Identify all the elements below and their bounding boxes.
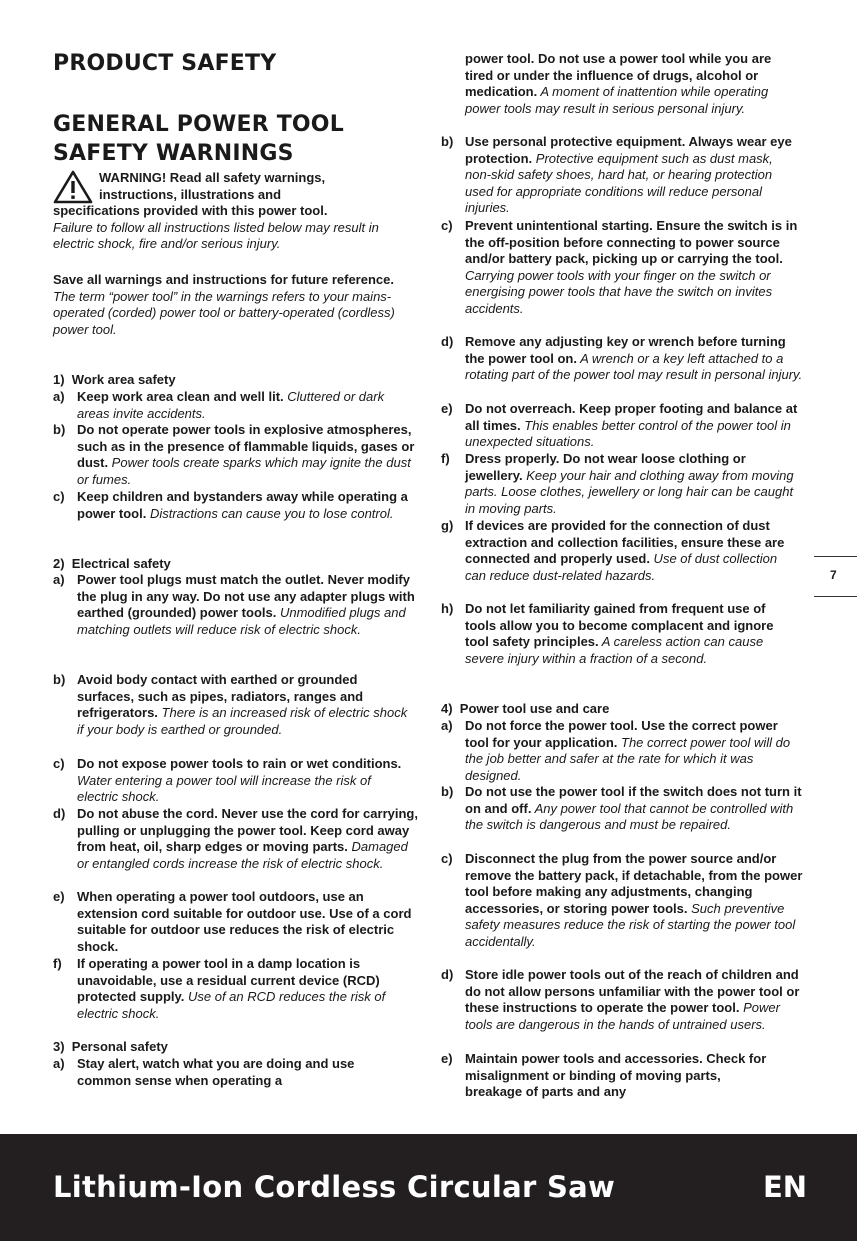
item-italic: The correct power tool will do the job better and safer at the rate for which it was designed. [465,734,791,783]
item-label: a) [53,1056,65,1071]
list-item [53,1056,393,1089]
page-marker-line-top [814,556,857,557]
footer-product-title: Lithium-Ion Cordless Circular Saw [53,1170,616,1204]
list-item [441,851,803,951]
warning-block [53,170,415,253]
item-bold: Do not overreach. Keep proper footing and balance at all times. [465,401,798,433]
item-italic: Use of dust collection can reduce dust-related hazards. [465,551,778,583]
item-italic: Carrying power tools with your finger on the switch or energising power tools that have the switch on invites accidents. [465,267,773,316]
item-label: a) [53,389,65,404]
title-line-1: GENERAL POWER TOOL [53,112,344,137]
item-label: e) [441,1051,453,1066]
section-title-product-safety: PRODUCT SAFETY [53,51,277,76]
item-bold: Do not force the power tool. Use the correct power tool for your application. [465,718,778,750]
list-item [441,134,801,217]
page-number: 7 [830,568,837,582]
item-bold: Maintain power tools and accessories. Check for misalignment or binding of moving parts, breakage of parts and any [465,1051,767,1100]
item-italic: Use of an RCD reduces the risk of electric shock. [77,989,386,1021]
item-italic: Power tools are dangerous in the hands of untrained users. [465,1000,780,1032]
warning-line-1: WARNING! Read all safety warnings, [99,170,326,185]
list-item [53,572,415,638]
list-item [441,784,803,834]
item-italic: Protective equipment such as dust mask, non-skid safety shoes, hard hat, or hearing protection used for appropriate conditions will reduce personal injuries. [465,150,773,216]
item-bold: Disconnect the plug from the power source and/or remove the battery pack, if detachable, from the power tool before making any adjustments, changing accessories, or storing power tools. [465,851,803,916]
item-label: c) [441,218,453,233]
item-bold: Dress properly. Do not wear loose clothing or jewellery. [465,451,746,483]
warning-italic: Failure to follow all instructions listed below may result in electric shock, fire and/or serious injury. [53,219,379,252]
item-label: b) [53,672,66,687]
item-bold: When operating a power tool outdoors, use an extension cord suitable for outdoor use. Use of a cord suitable for outdoor use reduces the risk of electric shock. [77,889,412,954]
item-label: h) [441,601,454,616]
item-italic: Keep your hair and clothing away from moving parts. Loose clothes, jewellery or long hair can be caught in moving parts. [465,467,794,516]
item-bold: Remove any adjusting key or wrench before turning the power tool on. [465,334,786,366]
list-item [441,601,793,667]
save-bold: Save all warnings and instructions for future reference. [53,272,394,287]
item-italic: Power tools create sparks which may ignite the dust or fumes. [77,455,411,487]
list-item [441,718,801,784]
section-use-care-title: 4) Power tool use and care [441,701,610,716]
save-italic: The term “power tool” in the warnings refers to your mains-operated (corded) power tool or battery-operated (cordless) power tool. [53,288,395,337]
item-label: g) [441,518,454,533]
list-item [441,1051,781,1101]
item-italic: Unmodified plugs and matching outlets will reduce risk of electric shock. [77,605,406,637]
item-italic: Damaged or entangled cords increase the risk of electric shock. [77,839,408,871]
item-label: e) [53,889,65,904]
list-item [441,451,803,517]
item-bold: Do not let familiarity gained from frequent use of tools allow you to become complacent and ignore tool safety principles. [465,601,774,650]
item-bold: power tool. Do not use a power tool while you are tired or under the influence of drugs, alcohol or medication. [465,51,772,100]
item-label: b) [441,134,454,149]
item-label: d) [53,806,66,821]
list-item [53,889,415,955]
list-item [53,806,419,872]
footer-bar [0,1134,857,1241]
item-italic: Cluttered or dark areas invite accidents. [77,389,385,421]
item-bold: Do not use the power tool if the switch does not turn it on and off. [465,784,802,816]
section-title-general-warnings [53,110,413,168]
item-label: c) [53,489,65,504]
section-work-area-title: 1) Work area safety [53,372,176,387]
item-label: b) [441,784,454,799]
item-italic: A moment of inattention while operating power tools may result in serious personal injury. [465,84,769,116]
item-italic: Distractions can cause you to lose control. [146,505,394,521]
item-label: c) [441,851,453,866]
save-instructions [53,272,415,338]
item-label: a) [53,572,65,587]
item-italic: Water entering a power tool will increase the risk of electric shock. [77,772,371,805]
item-italic: A careless action can cause severe injury within a fraction of a second. [465,634,764,666]
item-bold: If operating a power tool in a damp location is unavoidable, use a residual current device (RCD) protected supply. [77,956,380,1005]
item-bold: Do not abuse the cord. Never use the cord for carrying, pulling or unplugging the power tool. Keep cord away from heat, oil, sharp edges or moving parts. [77,806,418,855]
item-bold: Keep children and bystanders away while operating a power tool. [77,489,408,521]
item-label: e) [441,401,453,416]
item-bold: If devices are provided for the connection of dust extraction and collection facilities, ensure these are connected and properly used. [465,518,785,567]
item-bold: Avoid body contact with earthed or grounded surfaces, such as pipes, radiators, ranges and refrigerators. [77,672,364,721]
item-italic: There is an increased risk of electric shock if your body is earthed or grounded. [77,705,408,737]
section-electrical-title: 2) Electrical safety [53,556,171,571]
warning-triangle-icon [53,170,93,204]
item-label: f) [53,956,62,971]
list-item [53,489,415,522]
item-italic: A wrench or a key left attached to a rotating part of the power tool may result in personal injury. [465,350,803,383]
item-italic: Such preventive safety measures reduce the risk of starting the power tool accidentally. [465,900,796,949]
item-bold: Do not operate power tools in explosive atmospheres, such as in the presence of flammable liquids, gases or dust. [77,422,415,471]
item-bold: Stay alert, watch what you are doing and use common sense when operating a [77,1056,355,1088]
footer-language-code: EN [763,1170,808,1204]
item-label: d) [441,334,454,349]
list-item [441,967,805,1033]
list-item [53,422,415,488]
item-bold: Keep work area clean and well lit. [77,389,284,404]
list-item [441,401,803,451]
item-bold: Do not expose power tools to rain or wet conditions. [77,756,402,771]
item-bold: Use personal protective equipment. Always wear eye protection. [465,134,792,166]
item-bold: Prevent unintentional starting. Ensure the switch is in the off-position before connecting to power source and/or battery pack, picking up or carrying the tool. [465,218,798,267]
list-item [441,334,803,384]
page-marker-line-bottom [814,596,857,597]
item-label: f) [441,451,450,466]
item-italic: Any power tool that cannot be controlled with the switch is dangerous and must be repaired. [465,800,794,833]
title-line-2: SAFETY WARNINGS [53,141,294,166]
item-label: b) [53,422,66,437]
item-label: a) [441,718,453,733]
section-personal-title: 3) Personal safety [53,1039,168,1054]
item-label: d) [441,967,454,982]
list-item-continued [441,51,799,117]
list-item [441,518,797,584]
warning-line-3: specifications provided with this power tool. [53,203,328,219]
list-item [441,218,803,318]
warning-line-2: instructions, illustrations and [99,186,282,202]
list-item [53,389,415,422]
item-bold: Store idle power tools out of the reach of children and do not allow persons unfamiliar with the power tool or these instructions to operate the power tool. [465,967,800,1016]
list-item [53,756,415,806]
item-italic: This enables better control of the power tool in unexpected situations. [465,417,791,450]
list-item [53,956,419,1022]
list-item [53,672,415,738]
item-bold: Power tool plugs must match the outlet. Never modify the plug in any way. Do not use any adapter plugs with earthed (grounded) power tools. [77,572,415,621]
item-label: c) [53,756,65,771]
